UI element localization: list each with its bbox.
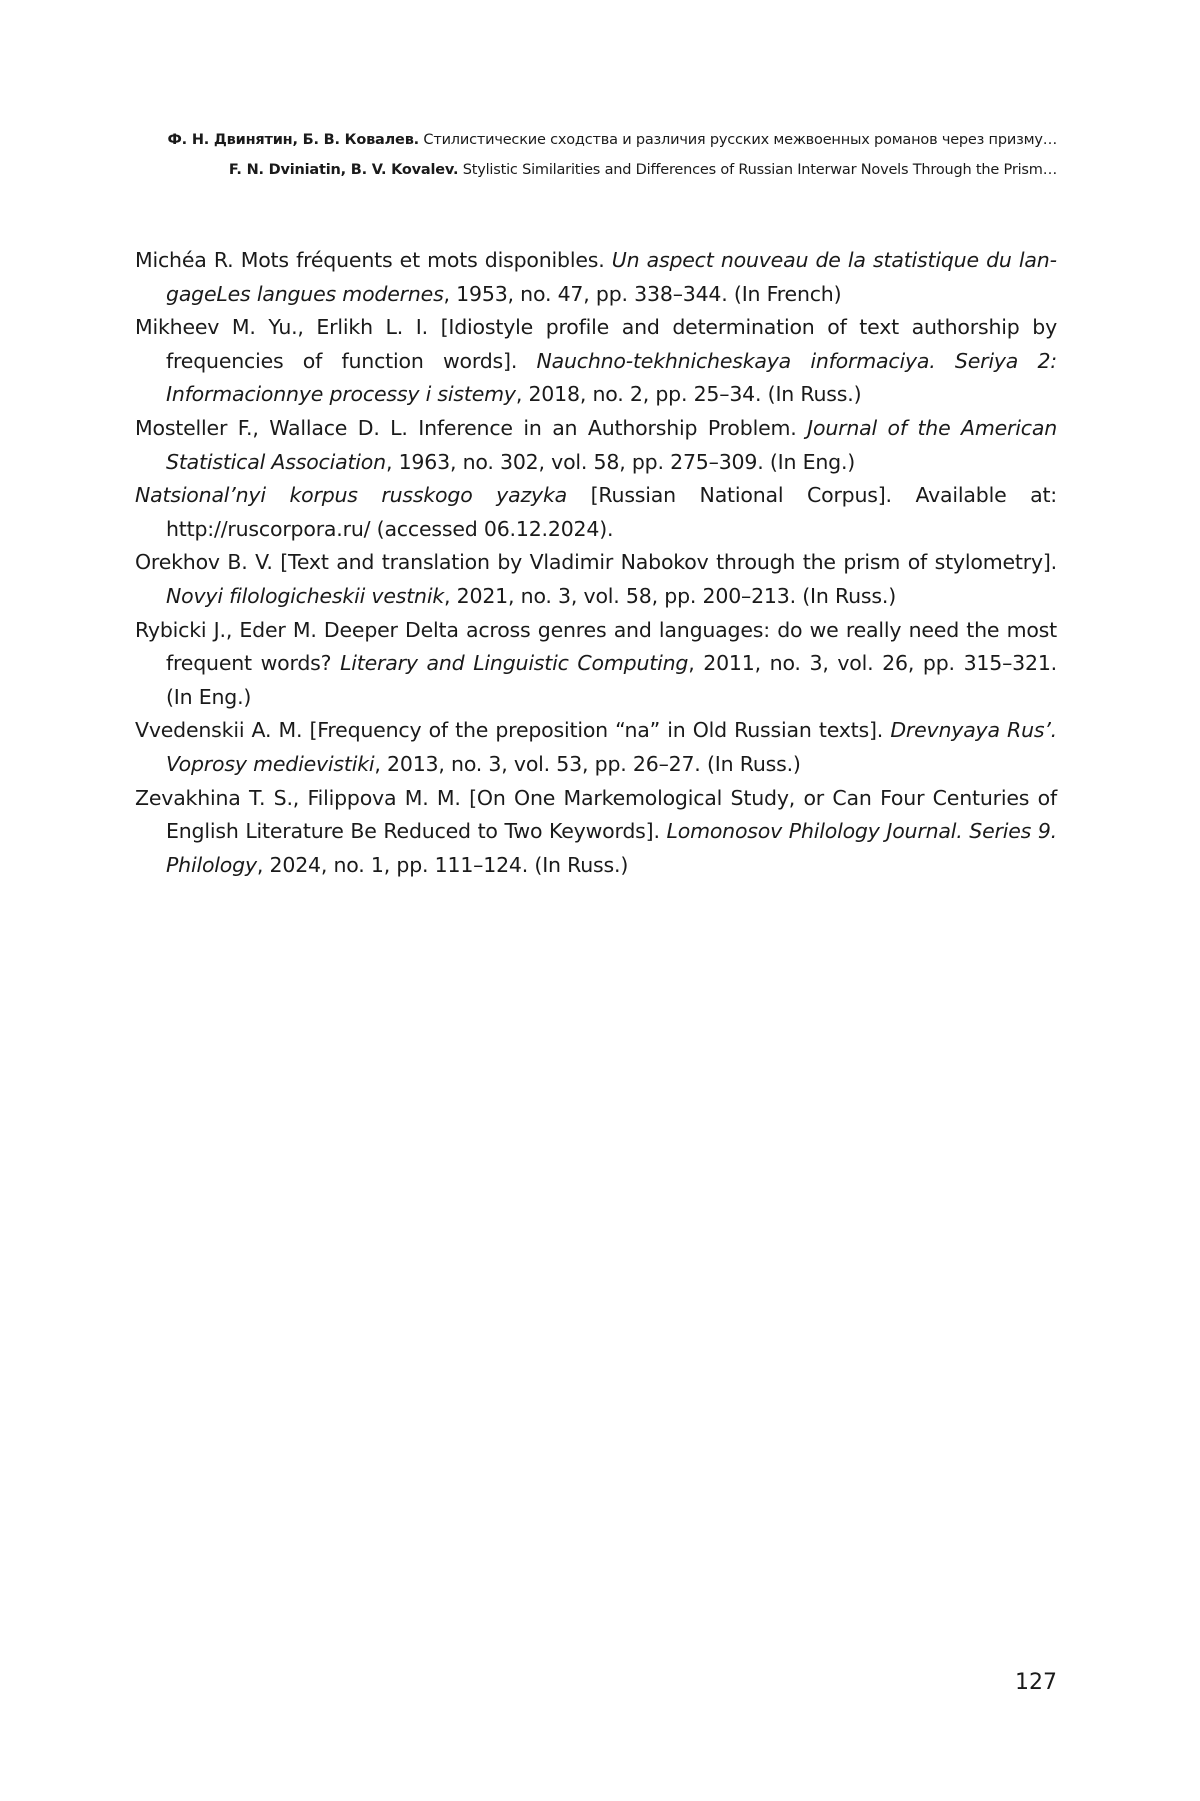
reference-list	[135, 244, 1057, 882]
reference-details: , 2013, no. 3, vol. 53, pp. 26–27. (In Russ.)	[374, 751, 801, 776]
reference-main: Mikheev M. Yu., Erlikh L. I. [Idiostyle profile and determination of text authorship by frequencies of function words].	[135, 315, 1057, 373]
reference-main: Zevakhina T. S., Filippova M. M. [On One Markemological Study, or Can Four Centuries of English Literature Be Reduced to Two Keywords].	[135, 785, 1057, 844]
running-head-english	[100, 155, 1057, 185]
reference-entry	[135, 311, 1057, 412]
reference-source: Literary and Linguistic Computing	[340, 651, 689, 676]
reference-source: Nauchno-tekhnicheskaya informaciya. Seriya 2: Informacionnye processy i sistemy	[166, 348, 1057, 407]
reference-entry	[135, 412, 1057, 479]
reference-details: , 2021, no. 3, vol. 58, pp. 200–213. (In Russ.)	[444, 583, 896, 608]
reference-entry	[135, 614, 1057, 715]
reference-main: Orekhov B. V. [Text and translation by Vladimir Nabokov through the prism of stylometry].	[135, 550, 1057, 575]
reference-main: Michéa R. Mots fréquents et mots disponibles.	[135, 248, 612, 272]
reference-details: , 2011, no. 3, vol. 26, pp. 315–321. (In Eng.)	[166, 651, 1057, 709]
reference-details: , 1963, no. 302, vol. 58, pp. 275–309. (In Eng.)	[385, 449, 856, 474]
reference-entry	[135, 479, 1057, 546]
reference-entry	[135, 546, 1057, 613]
running-head-english-title: Stylistic Similarities and Differences of Russian Interwar Novels Through the Prism…	[462, 162, 1057, 178]
reference-entry	[135, 714, 1057, 781]
reference-main: Mosteller F., Wallace D. L. Inference in an Authorship Problem.	[135, 415, 808, 440]
reference-details: [Russian National Corpus]. Available at: http://ruscorpora.ru/ (accessed 06.12.2024).	[166, 483, 1058, 541]
page-number: 127	[1015, 1670, 1057, 1695]
running-head-english-authors: F. N. Dviniatin, B. V. Kovalev.	[228, 162, 459, 178]
reference-source: Drevnyaya Rus’. Voprosy medievistiki	[166, 718, 1057, 776]
reference-source: Un aspect nouveau de la statistique du langageLes langues modernes	[166, 248, 1057, 306]
reference-main: Rybicki J., Eder M. Deeper Delta across genres and languages: do we really need the most frequent words?	[135, 617, 1057, 676]
reference-details: , 1953, no. 47, pp. 338–344. (In French)	[443, 281, 842, 306]
running-head	[100, 125, 1057, 185]
reference-source: Lomonosov Philology Journal. Series 9. Philology	[166, 819, 1057, 877]
reference-details: , 2018, no. 2, pp. 25–34. (In Russ.)	[515, 382, 862, 407]
reference-entry	[135, 244, 1057, 311]
reference-source: Journal of the American Statistical Association	[166, 415, 1057, 474]
running-head-russian-title: Стилистические сходства и различия русских межвоенных романов через призму…	[423, 132, 1057, 148]
reference-source: Natsional’nyi korpus russkogo yazyka	[135, 483, 567, 508]
reference-entry	[135, 782, 1057, 883]
reference-source: Novyi filologicheskii vestnik	[166, 583, 445, 608]
running-head-russian-authors: Ф. Н. Двинятин, Б. В. Ковалев.	[167, 132, 419, 148]
reference-main: Vvedenskii A. M. [Frequency of the preposition “na” in Old Russian texts].	[135, 718, 891, 743]
running-head-russian	[100, 125, 1057, 155]
reference-details: , 2024, no. 1, pp. 111–124. (In Russ.)	[256, 852, 629, 877]
